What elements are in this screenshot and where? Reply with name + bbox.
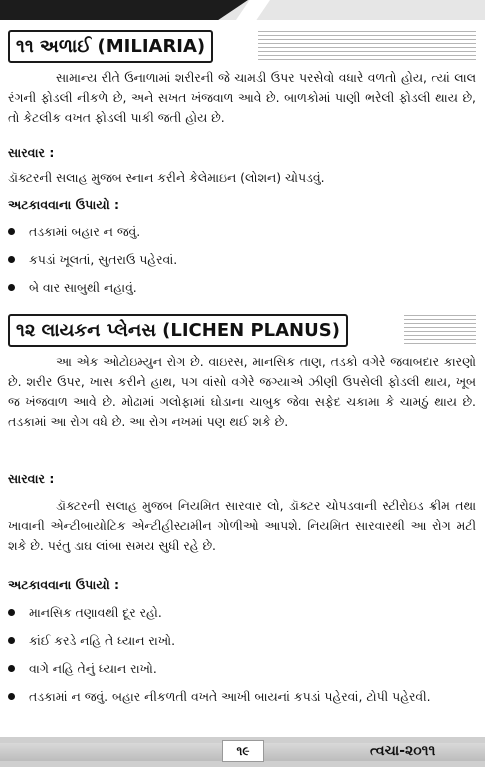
page-number: ૧૯ — [222, 740, 264, 762]
list-item: બે વાર સાબુથી નહાવું. — [8, 279, 478, 297]
section-12-heading: ૧૨ લાયકન પ્લેનસ (LICHEN PLANUS) — [8, 314, 348, 347]
list-item: કાંઈ કરડે નહિ તે ધ્યાન રાખો. — [8, 632, 478, 650]
bullet-icon — [8, 256, 15, 263]
section-11-prevention-label: અટકાવવાના ઉપાયો : — [8, 197, 120, 212]
bullet-icon — [8, 693, 15, 700]
section-12-heading-rule — [404, 315, 476, 345]
list-item: માનસિક તણાવથી દૂર રહો. — [8, 604, 478, 622]
book-title: ત્વચા-૨૦૧૧ — [370, 743, 436, 759]
section-11-heading-rule — [258, 31, 476, 61]
top-bar-dark-band — [0, 0, 248, 20]
section-12-intro: આ એક ઓટોઇમ્યુન રોગ છે. વાઇરસ, માનસિક તાણ, તડકો વગેરે જવાબદાર કારણો છે. શરીર ઉપર, ખાસ કરીને હાથ, પગ વાંસો વગેરે જગ્યાએ ઝીણી ઉપસેલી ફોડલી થાય, ખૂબ જ ખંજવાળ આવે છે. મોઢામાં ગલોફામાં ઘોડાના ચાબુક જેવા સફેદ ચકામા કે ચામઠું થાય છે. તડકામાં આ રોગ વધે છે. આ રોગ નખમાં પણ થઈ શકે છે. — [8, 354, 476, 429]
section-12-treatment-text: ડૉક્ટરની સલાહ મુજબ નિયમિત સારવાર લો, ડૉક્ટર ચોપડવાની સ્ટીરોઇડ ક્રીમ તથા ખાવાની એન્ટીબાયોટિક એન્ટીહીસ્ટામીન ગોળીઓ આપશે. નિયમિત સારવારથી આ રોગ મટી શકે છે. પરંતુ ડાઘ લાંબા સમય સુધી રહે છે. — [8, 498, 476, 553]
section-12-prevention-label: અટકાવવાના ઉપાયો : — [8, 577, 120, 592]
section-12-treatment-label: સારવાર : — [8, 471, 55, 486]
bullet-icon — [8, 637, 15, 644]
bullet-icon — [8, 284, 15, 291]
list-item: તડકામાં બહાર ન જવું. — [8, 223, 478, 241]
top-decorative-bar — [0, 0, 485, 20]
bullet-icon — [8, 228, 15, 235]
list-item: તડકામાં ન જવું. બહાર નીકળતી વખતે આખી બાયનાં કપડાં પહેરવાં, ટોપી પહેરવી. — [8, 688, 478, 706]
list-item: વાગે નહિ તેનું ધ્યાન રાખો. — [8, 660, 478, 678]
list-item: કપડાં ખૂલતાં, સુતરાઉ પહેરવાં. — [8, 251, 478, 269]
section-11-intro: સામાન્ય રીતે ઉનાળામાં શરીરની જે ચામડી ઉપર પરસેવો વધારે વળતો હોય, ત્યાં લાલ રંગની ફોડલી નીકળે છે, અને સખત ખંજવાળ આવે છે. બાળકોમાં પાણી ભરેલી ફોડલી થાય છે, તો કેટલીક વખત ફોડલી પાકી જતી હોય છે. — [8, 70, 476, 125]
section-11-treatment-label: સારવાર : — [8, 145, 55, 160]
bullet-icon — [8, 665, 15, 672]
bullet-icon — [8, 609, 15, 616]
section-11-heading: ૧૧ અળાઈ (MILIARIA) — [8, 30, 213, 63]
section-11-treatment-text: ડૉક્ટરની સલાહ મુજબ સ્નાન કરીને કેલેમાઇન (લોશન) ચોપડવું. — [8, 170, 325, 185]
